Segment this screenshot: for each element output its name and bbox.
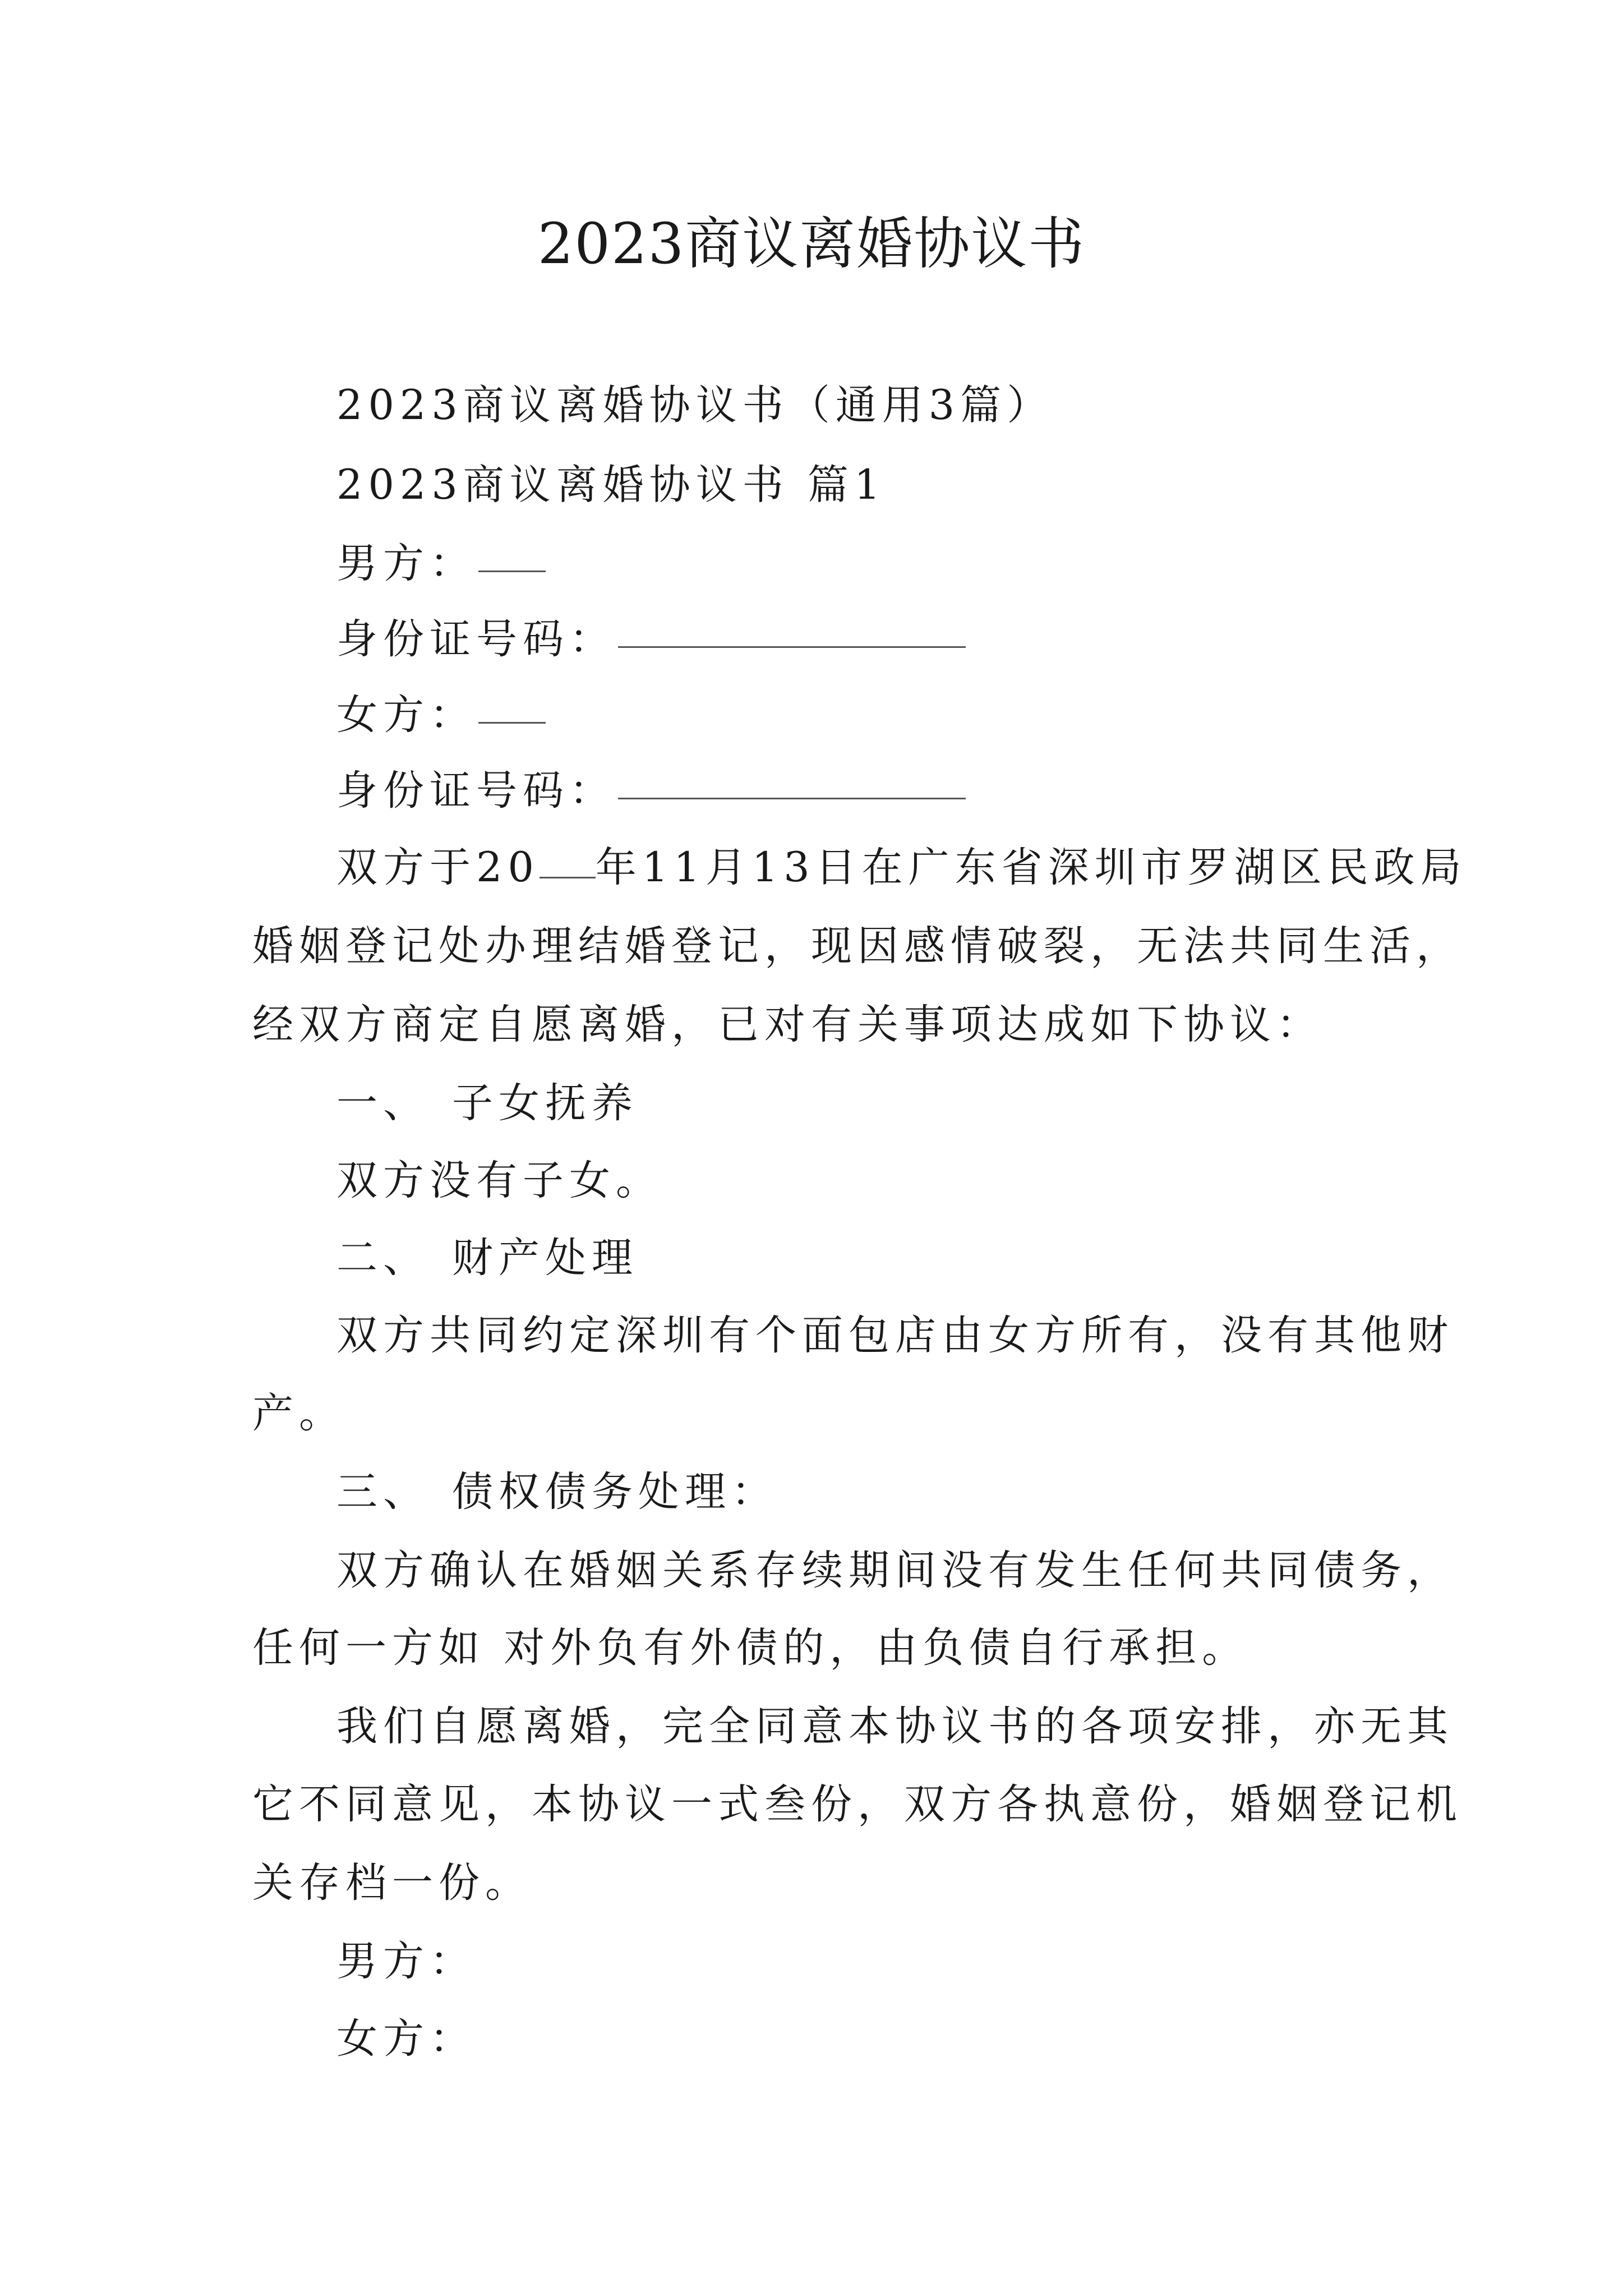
intro-line-3: 经双方商定自愿离婚，已对有关事项达成如下协议： <box>252 1001 1323 1048</box>
section-1-body: 双方没有子女。 <box>336 1157 662 1204</box>
female-id-label: 身份证号码： <box>336 767 616 815</box>
male-label: 男方： <box>336 540 476 587</box>
intro-line-1 <box>336 840 1467 896</box>
closing-line-3: 关存档一份。 <box>252 1859 532 1907</box>
intro-part-2: 年11月13日在广东省深圳市罗湖区民政局 <box>595 844 1467 891</box>
subtitle: 2023商议离婚协议书（通用3篇） <box>336 381 1054 429</box>
section-1-number: 一、 <box>336 1079 430 1127</box>
section-3-number: 三、 <box>336 1468 430 1516</box>
female-id-blank <box>618 763 966 799</box>
document-title: 2023商议离婚协议书 <box>537 211 1086 277</box>
section-2-body-line-1: 双方共同约定深圳有个面包店由女方所有，没有其他财 <box>336 1312 1454 1359</box>
female-id-field <box>336 763 966 819</box>
intro-line-2: 婚姻登记处办理结婚登记，现因感情破裂，无法共同生活， <box>252 922 1463 970</box>
section-2-heading <box>336 1230 638 1286</box>
year-blank <box>540 840 596 878</box>
section-3-title: 债权债务处理： <box>452 1468 778 1516</box>
closing-line-2: 它不同意见，本协议一式叁份，双方各执意份，婚姻登记机 <box>252 1780 1463 1828</box>
male-id-blank <box>618 611 966 648</box>
female-label: 女方： <box>336 691 476 739</box>
male-id-label: 身份证号码： <box>336 615 616 663</box>
female-field <box>336 687 546 743</box>
section-2-body-line-2: 产。 <box>252 1389 345 1437</box>
intro-part-1: 双方于20 <box>336 844 540 891</box>
signature-male: 男方： <box>336 1938 476 1985</box>
male-field <box>336 536 546 592</box>
section-2-number: 二、 <box>336 1234 430 1282</box>
male-id-field <box>336 611 966 668</box>
section-3-body-line-2: 任何一方如 对外负有外债的，由负债自行承担。 <box>252 1624 1249 1672</box>
section-1-title: 子女抚养 <box>452 1079 638 1127</box>
section-3-heading <box>336 1464 778 1520</box>
chapter-heading: 2023商议离婚协议书 篇1 <box>336 461 886 509</box>
closing-line-1: 我们自愿离婚，完全同意本协议书的各项安排，亦无其 <box>336 1703 1454 1750</box>
female-name-blank <box>478 687 546 724</box>
signature-female: 女方： <box>336 2015 476 2063</box>
section-3-body-line-1: 双方确认在婚姻关系存续期间没有发生任何共同债务， <box>336 1547 1454 1594</box>
section-2-title: 财产处理 <box>452 1234 638 1282</box>
section-1-heading <box>336 1075 638 1131</box>
male-name-blank <box>478 536 546 572</box>
